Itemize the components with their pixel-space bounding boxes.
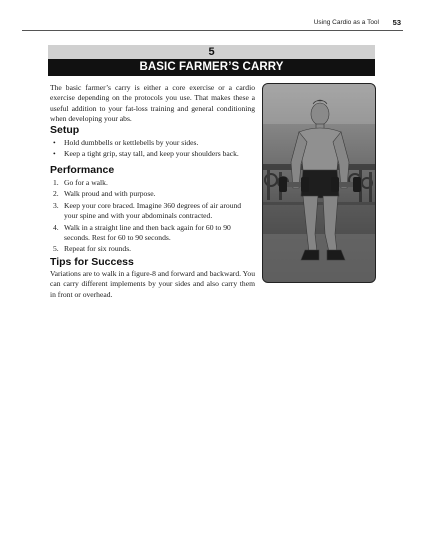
exercise-title: BASIC FARMER’S CARRY xyxy=(48,59,375,76)
step-text: Go for a walk. xyxy=(64,178,108,187)
performance-step xyxy=(50,178,255,188)
step-number: 1. xyxy=(53,178,59,187)
running-head-title: Using Cardio as a Tool xyxy=(313,19,379,26)
setup-item-text: Keep a tight grip, stay tall, and keep your shoulders back. xyxy=(64,149,239,159)
tips-heading: Tips for Success xyxy=(50,256,134,268)
step-text: Walk in a straight line and then back again for 60 to 90 seconds. Rest for 60 to 90 seconds. xyxy=(64,222,231,243)
exercise-number: 5 xyxy=(48,45,375,59)
setup-item xyxy=(50,138,255,148)
section-banner xyxy=(48,45,375,76)
farmers-carry-illustration xyxy=(263,84,376,283)
tips-paragraph: Variations are to walk in a figure-8 and forward and backward. You can carry different implements by your sides and also carry them in front or overhead. xyxy=(50,269,255,299)
bullet-icon: • xyxy=(53,138,56,147)
step-text: Walk proud and with purpose. xyxy=(64,189,156,199)
step-number: 2. xyxy=(53,189,59,199)
performance-step xyxy=(50,189,255,199)
setup-item xyxy=(50,149,255,159)
setup-item-text: Hold dumbbells or kettlebells by your sides. xyxy=(64,138,199,147)
setup-heading: Setup xyxy=(50,124,80,136)
bullet-icon: • xyxy=(53,149,56,159)
header-rule xyxy=(22,30,403,31)
performance-step xyxy=(50,223,255,244)
setup-list xyxy=(50,138,255,161)
step-text: Keep your core braced. Imagine 360 degrees of air around your spine and with your abdominals contracted. xyxy=(64,200,242,221)
performance-step xyxy=(50,201,255,222)
performance-list xyxy=(50,178,255,256)
performance-heading: Performance xyxy=(50,164,115,176)
performance-step xyxy=(50,244,255,254)
step-number: 3. xyxy=(53,200,59,210)
step-number: 5. xyxy=(53,244,59,254)
step-number: 4. xyxy=(53,222,59,232)
exercise-photo xyxy=(262,83,376,283)
intro-paragraph: The basic farmer’s carry is either a core exercise or a cardio exercise depending on the protocols you use. That makes these a useful addition to your fat-loss training and general conditioning when developing your abs. xyxy=(50,83,255,124)
page-number: 53 xyxy=(392,18,401,27)
running-head xyxy=(0,0,425,32)
step-text: Repeat for six rounds. xyxy=(64,244,132,254)
